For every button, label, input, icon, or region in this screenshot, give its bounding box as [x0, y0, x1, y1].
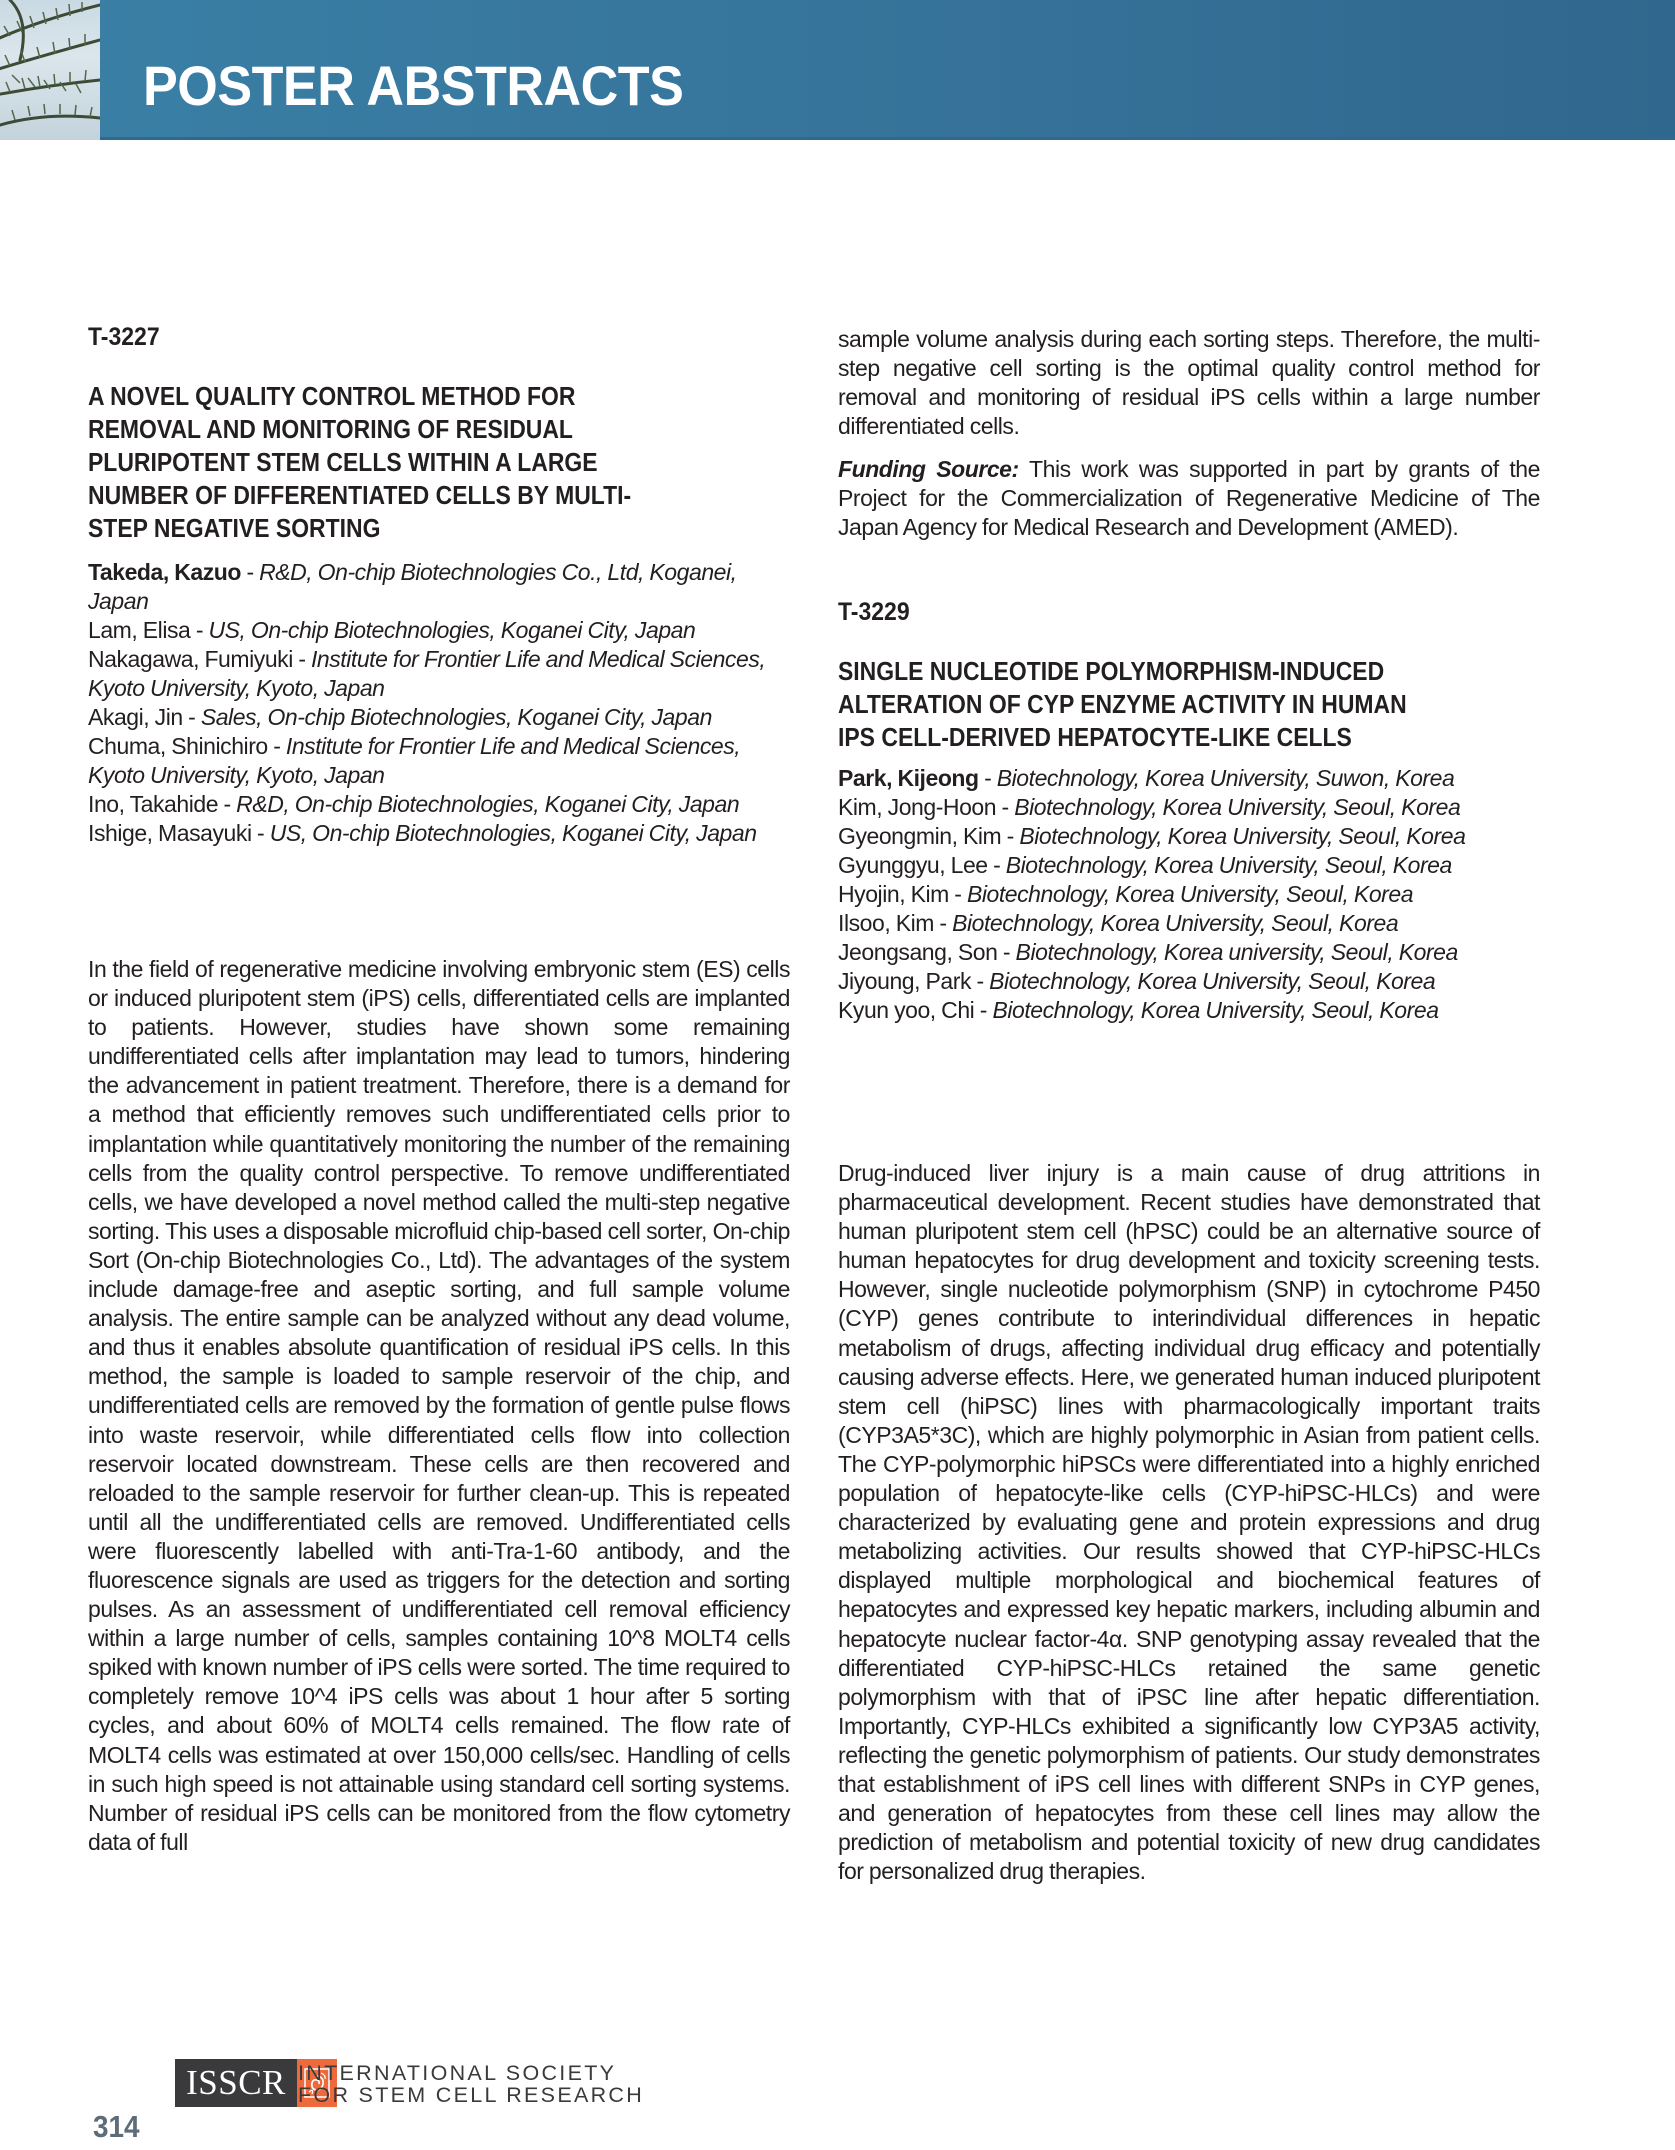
- author-entry: Jiyoung, Park - Biotechnology, Korea University, Seoul, Korea: [838, 968, 1436, 994]
- author-affiliation: Institute for Frontier Life and Medical Sciences, Kyoto University, Kyoto, Japan: [88, 733, 741, 788]
- org-name-line: INTERNATIONAL SOCIETY: [298, 2061, 617, 2085]
- funding-label: Funding Source:: [838, 456, 1019, 482]
- author-affiliation: Sales, On-chip Biotechnologies, Koganei City, Japan: [200, 704, 712, 730]
- author-name: Takeda, Kazuo: [88, 559, 241, 585]
- abstract-body: In the field of regenerative medicine involving embryonic stem (ES) cells or induced pluripotent stem (iPS) cells, differentiated cells are implanted to patients. However, studies have shown some remaining undifferentiated cells after implantation may lead to tumors, hindering the advancement in patient treatment. Therefore, there is a demand for a method that efficiently removes such undifferentiated cells prior to implantation while quantitatively monitoring the number of the remaining cells from the quality control perspective. To remove undifferentiated cells, we have developed a novel method called the multi-step negative sorting. This uses a disposable microfluid chip-based cell sorter, On-chip Sort (On-chip Biotechnologies Co., Ltd). The advantages of the system include damage-free and aseptic sorting, and full sample volume analysis. The entire sample can be analyzed without any dead volume, and thus it enables absolute quantification of residual iPS cells. In this method, the sample is loaded to sample reservoir of the chip, and undifferentiated cells are removed by the formation of gentle pulse flows into waste reservoir, while differentiated cells flow into collection reservoir located downstream. These cells are then recovered and reloaded to the sample reservoir for further clean-up. This is repeated until all the undifferentiated cells are removed. Undifferentiated cells were fluorescently labelled with anti-Tra-1-60 antibody, and the fluorescence signals are used as triggers for the detection and sorting pulses. As an assessment of undifferentiated cell removal efficiency within a large number of cells, samples containing 10^8 MOLT4 cells spiked with known number of iPS cells were sorted. The time required to completely remove 10^4 iPS cells was about 1 hour after 5 sorting cycles, and about 60% of MOLT4 cells remained. The flow rate of MOLT4 cells was estimated at over 150,000 cells/sec. Handling of cells in such high speed is not attainable using standard cell sorting systems. Number of residual iPS cells can be monitored from the flow cytometry data of full: [88, 956, 790, 1855]
- author-entry: Gyeongmin, Kim - Biotechnology, Korea University, Seoul, Korea: [838, 823, 1466, 849]
- section-title: POSTER ABSTRACTS: [143, 54, 684, 117]
- author-entry: Jeongsang, Son - Biotechnology, Korea university, Seoul, Korea: [838, 939, 1458, 965]
- author-entry: Akagi, Jin - Sales, On-chip Biotechnologies, Koganei City, Japan: [88, 704, 712, 730]
- author-name: Ilsoo, Kim: [838, 910, 934, 936]
- author-affiliation: R&D, On-chip Biotechnologies Co., Ltd, Koganei, Japan: [88, 559, 737, 614]
- author-name: Lam, Elisa: [88, 617, 191, 643]
- author-affiliation: Biotechnology, Korea University, Seoul, Korea: [966, 881, 1414, 907]
- logo-wordmark: ISSCR: [175, 2059, 297, 2107]
- abstract-title: [838, 656, 1486, 755]
- author-name: Park, Kijeong: [838, 765, 979, 791]
- author-entry: Takeda, Kazuo - R&D, On-chip Biotechnologies Co., Ltd, Koganei, Japan: [88, 559, 737, 614]
- palm-tree-photo: [0, 0, 100, 140]
- author-entry: Park, Kijeong - Biotechnology, Korea University, Suwon, Korea: [838, 765, 1455, 791]
- author-entry: Ilsoo, Kim - Biotechnology, Korea University, Seoul, Korea: [838, 910, 1399, 936]
- author-entry: Hyojin, Kim - Biotechnology, Korea University, Seoul, Korea: [838, 881, 1414, 907]
- author-entry: Gyunggyu, Lee - Biotechnology, Korea University, Seoul, Korea: [838, 852, 1452, 878]
- author-name: Kyun yoo, Chi: [838, 997, 975, 1023]
- author-affiliation: Biotechnology, Korea University, Seoul, Korea: [1014, 794, 1461, 820]
- author-name: Hyojin, Kim: [838, 881, 949, 907]
- abstract-title: [88, 381, 736, 546]
- author-affiliation: Biotechnology, Korea University, Suwon, Korea: [996, 765, 1455, 791]
- author-entry: Chuma, Shinichiro - Institute for Frontier Life and Medical Sciences, Kyoto University, Kyoto, Japan: [88, 733, 741, 788]
- funding-source: [838, 455, 1540, 542]
- abstract-id: T-3229: [838, 598, 910, 626]
- author-entry: Lam, Elisa - US, On-chip Biotechnologies, Koganei City, Japan: [88, 617, 696, 643]
- author-list: [88, 558, 778, 848]
- author-entry: Kim, Jong-Hoon - Biotechnology, Korea University, Seoul, Korea: [838, 794, 1461, 820]
- author-affiliation: Biotechnology, Korea University, Seoul, Korea: [1005, 852, 1452, 878]
- author-list: [838, 764, 1543, 1025]
- title-line: SINGLE NUCLEOTIDE POLYMORPHISM-INDUCED: [838, 658, 1385, 686]
- title-line: STEP NEGATIVE SORTING: [88, 515, 381, 543]
- title-line: REMOVAL AND MONITORING OF RESIDUAL: [88, 416, 573, 444]
- author-affiliation: R&D, On-chip Biotechnologies, Koganei City, Japan: [236, 791, 740, 817]
- author-affiliation: US, On-chip Biotechnologies, Koganei City, Japan: [208, 617, 696, 643]
- author-entry: Ishige, Masayuki - US, On-chip Biotechnologies, Koganei City, Japan: [88, 820, 757, 846]
- author-name: Nakagawa, Fumiyuki: [88, 646, 293, 672]
- author-name: Jeongsang, Son: [838, 939, 998, 965]
- page-number: 314: [93, 2109, 140, 2144]
- author-affiliation: Biotechnology, Korea University, Seoul, Korea: [992, 997, 1439, 1023]
- author-name: Gyunggyu, Lee: [838, 852, 988, 878]
- author-name: Chuma, Shinichiro: [88, 733, 268, 759]
- author-entry: Ino, Takahide - R&D, On-chip Biotechnologies, Koganei City, Japan: [88, 791, 740, 817]
- author-entry: Nakagawa, Fumiyuki - Institute for Frontier Life and Medical Sciences, Kyoto University, Kyoto, Japan: [88, 646, 766, 701]
- author-name: Akagi, Jin: [88, 704, 183, 730]
- title-line: A NOVEL QUALITY CONTROL METHOD FOR: [88, 383, 576, 411]
- abstract-body: Drug-induced liver injury is a main cause of drug attritions in pharmaceutical development. Recent studies have demonstrated that human pluripotent stem cell (hPSC) could be an alternative source of human hepatocytes for drug development and toxicity screening tests. However, single nucleotide polymorphism (SNP) in cytochrome P450 (CYP) genes contribute to interindividual differences in hepatic metabolism of drugs, affecting individual drug efficacy and potentially causing adverse effects. Here, we generated human induced pluripotent stem cell (hiPSC) lines with pharmacologically important traits (CYP3A5*3C), which are highly polymorphic in Asian from patient cells. The CYP-polymorphic hiPSCs were differentiated into a highly enriched population of hepatocyte-like cells (CYP-hiPSC-HLCs) and were characterized by evaluating gene and protein expressions and drug metabolizing activities. Our results showed that CYP-hiPSC-HLCs displayed multiple morphological and biochemical features of hepatocytes and expressed key hepatic markers, including albumin and hepatocyte nuclear factor-4α. SNP genotyping assay revealed that the differentiated CYP-hiPSC-HLCs retained the same genetic polymorphism with that of iPSC line after hepatic differentiation. Importantly, CYP-HLCs exhibited a significantly low CYP3A5 activity, reflecting the genetic polymorphism of patients. Our study demonstrates that establishment of iPS cell lines with different SNPs in CYP genes, and generation of hepatocytes from these cell lines may allow the prediction of metabolism and potential toxicity of new drug candidates for personalized drug therapies.: [838, 1160, 1540, 1885]
- organization-name: [298, 2062, 644, 2106]
- title-line: PLURIPOTENT STEM CELLS WITHIN A LARGE: [88, 449, 598, 477]
- author-affiliation: Biotechnology, Korea University, Seoul, Korea: [989, 968, 1436, 994]
- author-affiliation: Institute for Frontier Life and Medical Sciences, Kyoto University, Kyoto, Japan: [88, 646, 766, 701]
- funding-text: This work was supported in part by grants of the Project for the Commercialization of Regenerative Medicine of The Japan Agency for Medical Research and Development (AMED).: [838, 456, 1540, 541]
- author-affiliation: Biotechnology, Korea university, Seoul, Korea: [1015, 939, 1458, 965]
- author-name: Kim, Jong-Hoon: [838, 794, 997, 820]
- author-name: Jiyoung, Park: [838, 968, 971, 994]
- abstract-id: T-3227: [88, 323, 160, 351]
- author-name: Gyeongmin, Kim: [838, 823, 1002, 849]
- palm-fronds-icon: [0, 0, 100, 140]
- title-line: NUMBER OF DIFFERENTIATED CELLS BY MULTI-: [88, 482, 632, 510]
- author-entry: Kyun yoo, Chi - Biotechnology, Korea University, Seoul, Korea: [838, 997, 1439, 1023]
- author-name: Ishige, Masayuki: [88, 820, 252, 846]
- title-line: IPS CELL-DERIVED HEPATOCYTE-LIKE CELLS: [838, 724, 1352, 752]
- author-affiliation: Biotechnology, Korea University, Seoul, Korea: [952, 910, 1399, 936]
- banner-bottom-edge: [0, 137, 1675, 140]
- abstract-body-continued: sample volume analysis during each sorting steps. Therefore, the multi-step negative cell sorting is the optimal quality control method for removal and monitoring of residual iPS cells within a large number differentiated cells.: [838, 326, 1540, 440]
- title-line: ALTERATION OF CYP ENZYME ACTIVITY IN HUMAN: [838, 691, 1407, 719]
- author-affiliation: Biotechnology, Korea University, Seoul, Korea: [1019, 823, 1466, 849]
- org-name-line: FOR STEM CELL RESEARCH: [298, 2083, 645, 2107]
- author-affiliation: US, On-chip Biotechnologies, Koganei City, Japan: [269, 820, 757, 846]
- author-name: Ino, Takahide: [88, 791, 219, 817]
